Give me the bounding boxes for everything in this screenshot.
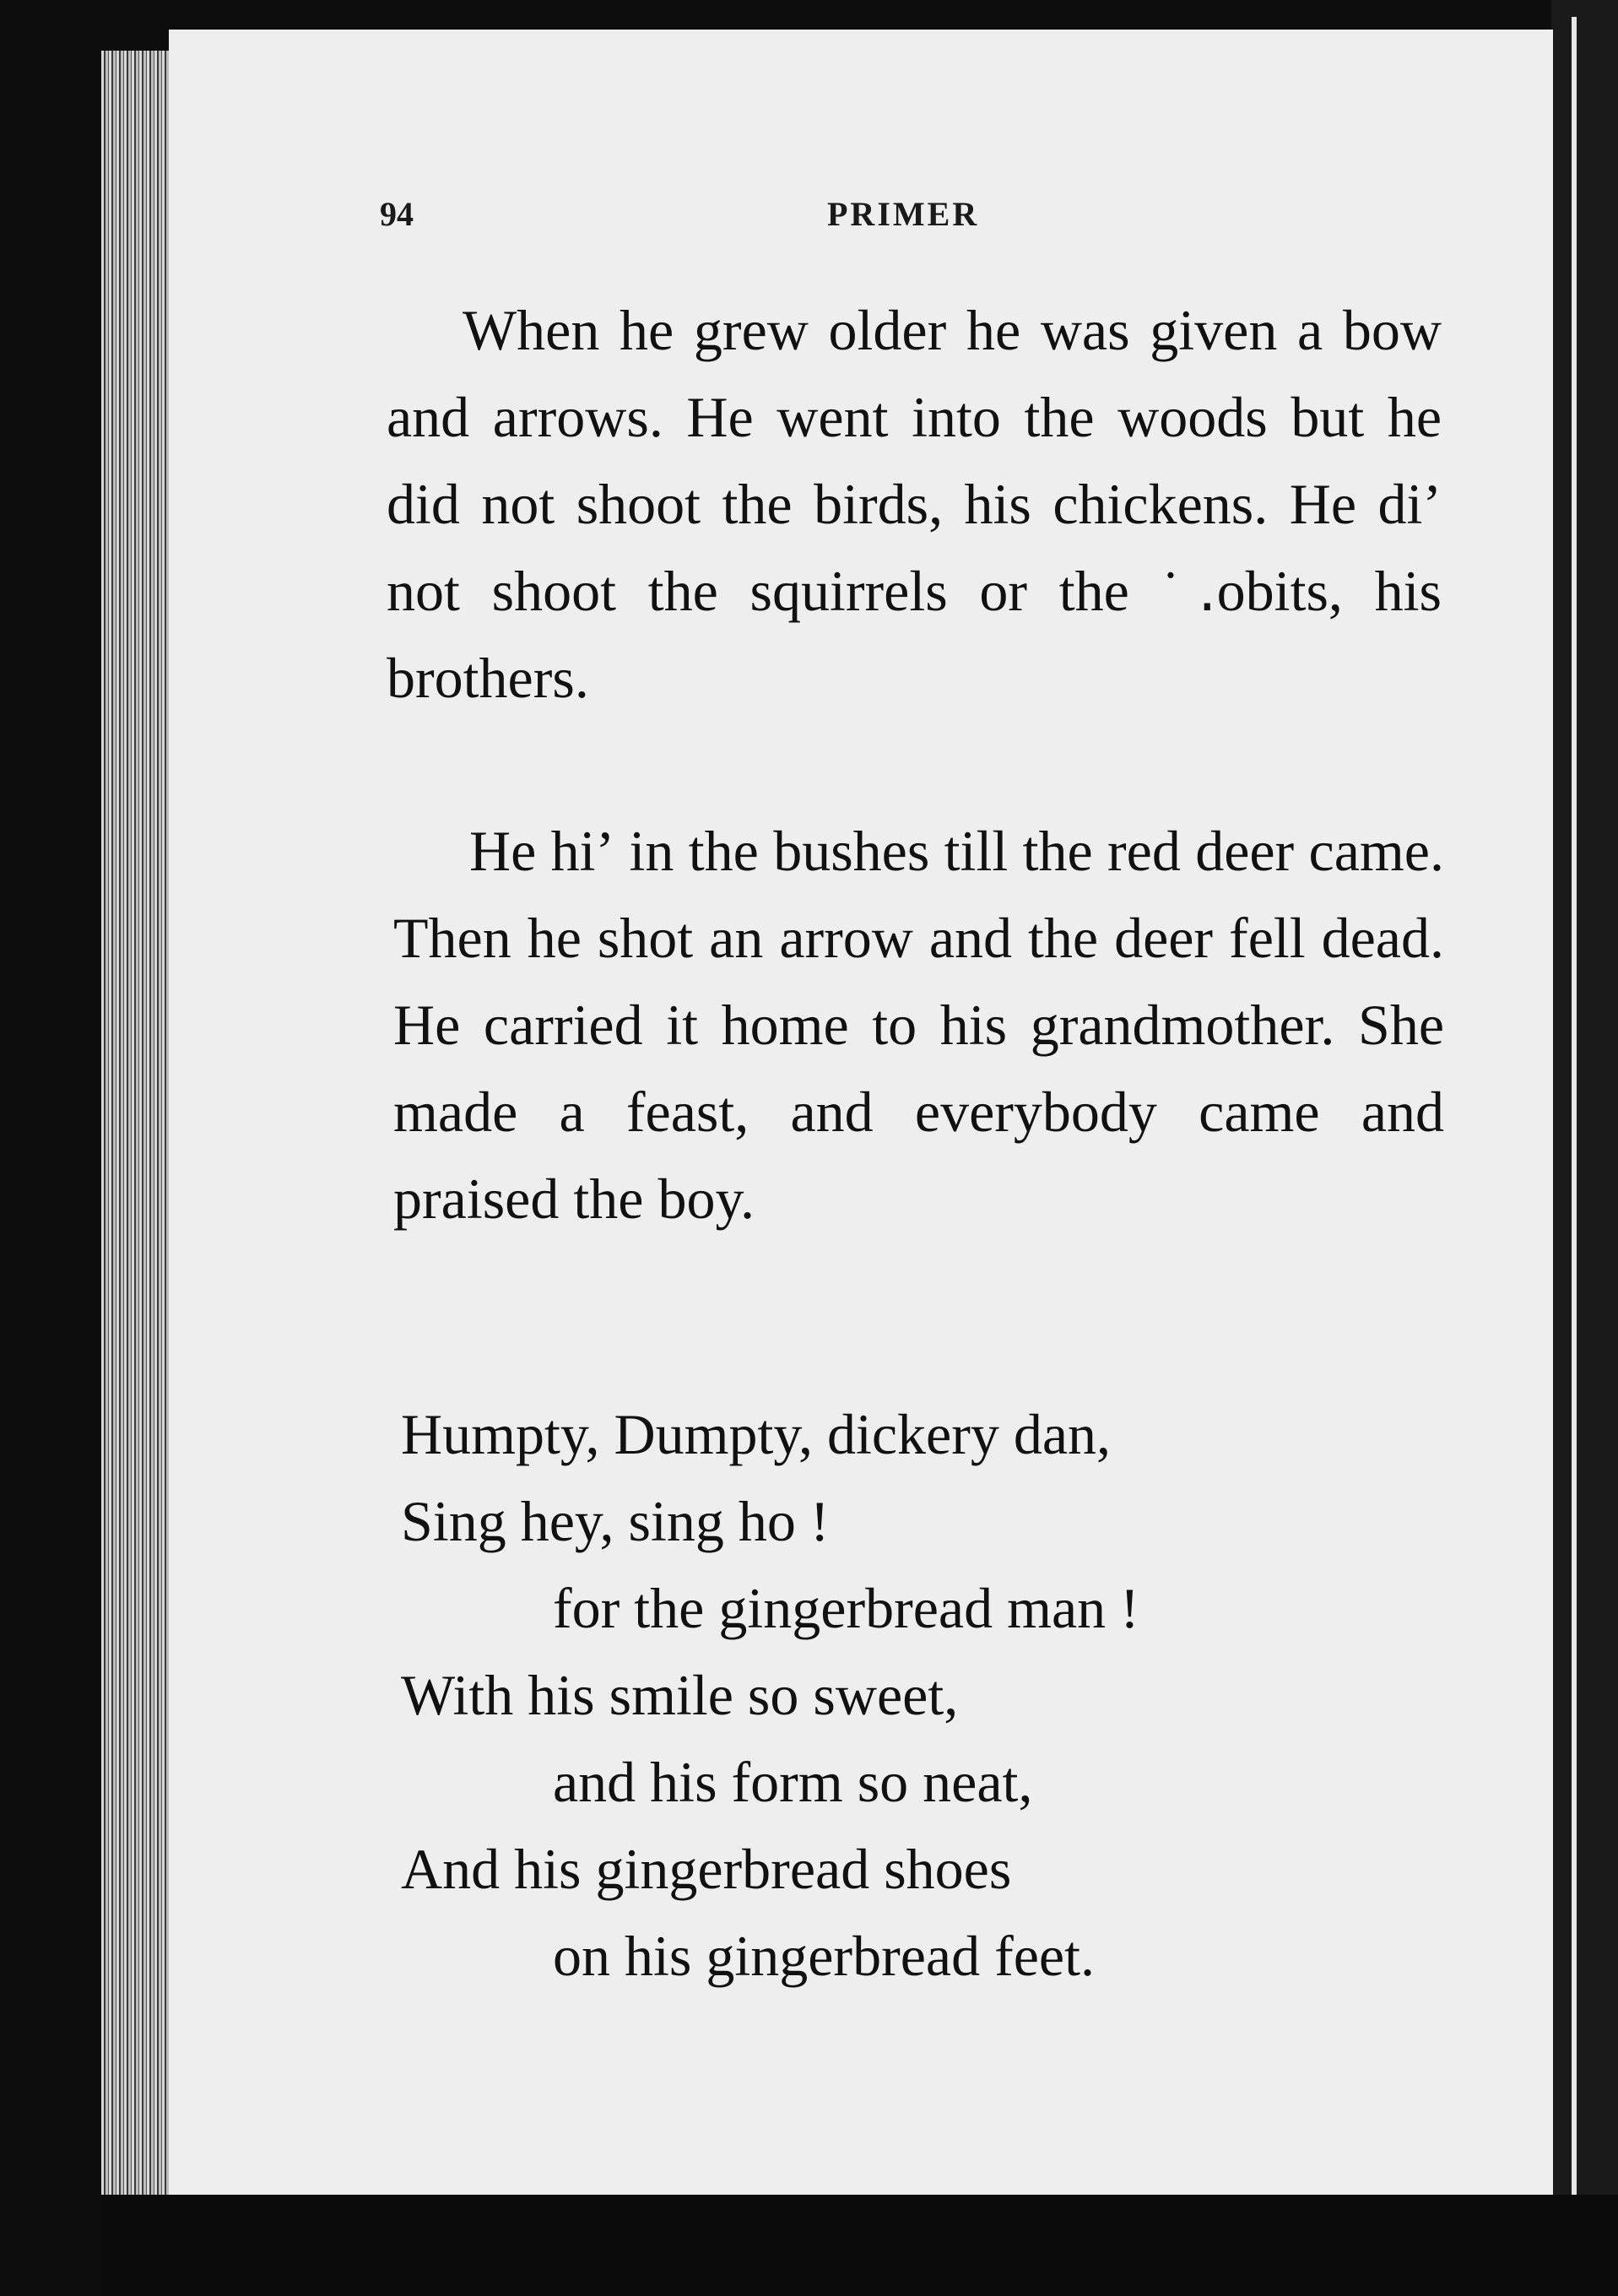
rhyme-line: With his smile so sweet,	[401, 1663, 959, 1727]
rhyme-line: Sing hey, sing ho !	[401, 1489, 830, 1553]
right-page-edge	[1551, 0, 1618, 2228]
bottom-shadow	[101, 2195, 1618, 2296]
right-page-edge-line	[1572, 17, 1577, 2212]
rhyme-line: and his form so neat,	[553, 1750, 1033, 1814]
rhyme-line: for the gingerbread man !	[553, 1576, 1139, 1640]
paragraph-text: When he grew older he was given a bow and arrows. He went into the woods but he did not shoot the birds, his chickens. He diʼ not shoot the squirrels or the ˙․obits, his brothers.	[387, 298, 1442, 710]
nursery-rhyme	[401, 1391, 1414, 2000]
rhyme-line: on his gingerbread feet.	[553, 1924, 1095, 1988]
paragraph-text: He hiʼ in the bushes till the red deer came. Then he shot an arrow and the deer fell dead. He carried it home to his grandmother. She made a feast, and everybody came and praised the boy.	[393, 819, 1444, 1231]
rhyme-line: And his gingerbread shoes	[401, 1837, 1012, 1901]
story-paragraph-2	[393, 808, 1444, 1243]
running-head	[0, 194, 1618, 245]
rhyme-line: Humpty, Dumpty, dickery dan,	[401, 1402, 1112, 1466]
running-title: PRIMER	[827, 195, 980, 233]
page-number: 94	[380, 195, 414, 233]
story-paragraph-1	[387, 287, 1442, 722]
